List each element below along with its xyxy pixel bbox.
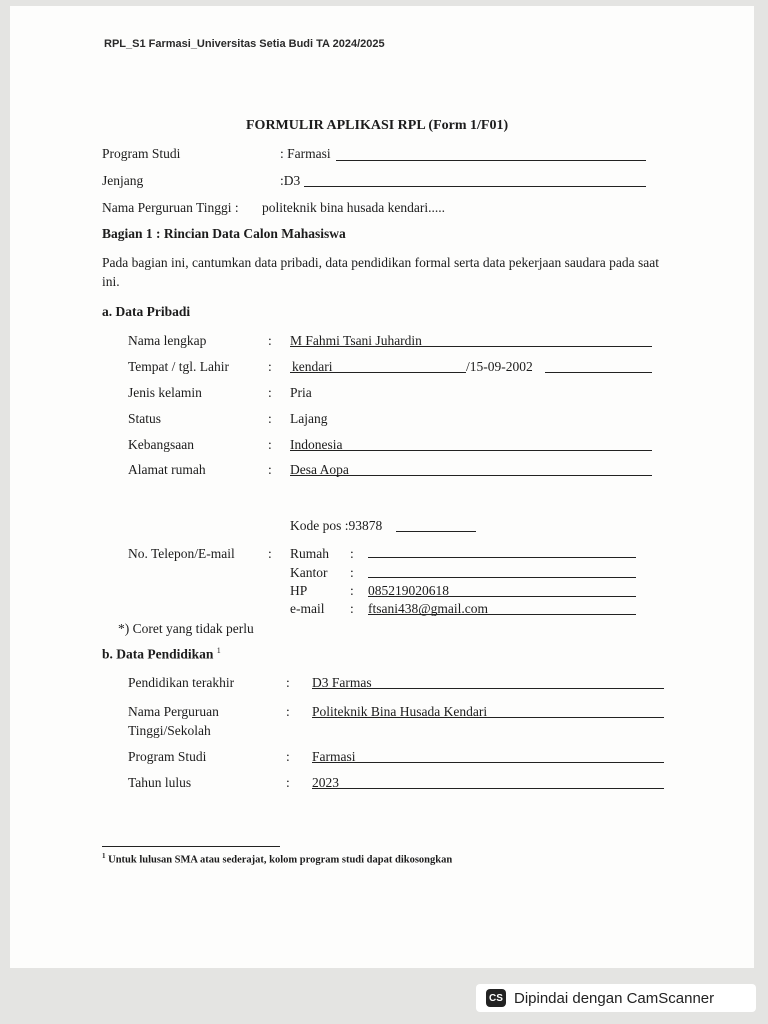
- telepon-label: No. Telepon/E-mail: [128, 546, 235, 561]
- colon: :: [286, 704, 290, 719]
- colon: :: [350, 583, 354, 598]
- kantor-line: [368, 577, 636, 578]
- data-pendidikan-heading-text: b. Data Pendidikan: [102, 646, 214, 662]
- alamat-line: [290, 475, 652, 476]
- status-label: Status: [128, 411, 162, 426]
- tahun-lulus-label: Tahun lulus: [128, 775, 192, 790]
- kebangsaan-label: Kebangsaan: [128, 437, 194, 452]
- hp-line: [368, 596, 636, 597]
- data-pribadi-heading: a. Data Pribadi: [102, 304, 191, 319]
- tahun-lulus-value: 2023: [312, 775, 339, 790]
- colon: :: [268, 385, 272, 400]
- tahun-lulus-line: [312, 788, 664, 789]
- perguruan-label: Nama Perguruan Tinggi :: [102, 200, 239, 215]
- colon: :: [268, 411, 272, 426]
- pendidikan-terakhir-line: [312, 688, 664, 689]
- camscanner-text: Dipindai dengan CamScanner: [514, 989, 715, 1007]
- colon: :: [350, 546, 354, 561]
- kodepos-value: Kode pos :93878: [290, 518, 383, 533]
- footnote-ref: 1: [216, 646, 221, 655]
- prodi-label: Program Studi: [128, 749, 207, 764]
- perguruan-value: politeknik bina husada kendari.....: [262, 200, 445, 215]
- email-label: e-mail: [290, 601, 325, 616]
- alamat-value: Desa Aopa: [290, 462, 349, 477]
- footnote-rule: [102, 846, 280, 847]
- camscanner-watermark: [476, 984, 756, 1012]
- alamat-label: Alamat rumah: [128, 462, 206, 477]
- form-title: FORMULIR APLIKASI RPL (Form 1/F01): [246, 118, 509, 133]
- nama-value: M Fahmi Tsani Juhardin: [290, 333, 422, 348]
- program-studi-label: Program Studi: [102, 146, 181, 161]
- colon: :: [286, 775, 290, 790]
- data-pendidikan-heading: [102, 646, 221, 663]
- colon: :: [268, 359, 272, 374]
- jk-value: Pria: [290, 385, 312, 400]
- prodi-line: [312, 762, 664, 763]
- email-line: [368, 614, 636, 615]
- footnote-number: 1: [102, 852, 106, 860]
- perguruan-line: [312, 717, 664, 718]
- ttl-place-line: [290, 372, 466, 373]
- bagian1-heading: Bagian 1 : Rincian Data Calon Mahasiswa: [102, 226, 346, 241]
- jenjang-value: :D3: [280, 173, 301, 188]
- ttl-date-line: [545, 372, 652, 373]
- coret-note: *) Coret yang tidak perlu: [118, 621, 254, 636]
- colon: :: [268, 546, 272, 561]
- hp-label: HP: [290, 583, 308, 598]
- perguruan-label-1: Nama Perguruan: [128, 704, 219, 719]
- camscanner-icon: CS: [486, 989, 506, 1007]
- nama-line: [290, 346, 652, 347]
- email-value: ftsani438@gmail.com: [368, 601, 489, 616]
- footnote-text: Untuk lulusan SMA atau sederajat, kolom program studi dapat dikosongkan: [108, 854, 453, 866]
- colon: :: [268, 333, 272, 348]
- pendidikan-terakhir-label: Pendidikan terakhir: [128, 675, 235, 690]
- status-value: Lajang: [290, 411, 328, 426]
- rumah-line: [368, 557, 636, 558]
- nama-label: Nama lengkap: [128, 333, 207, 348]
- colon: :: [268, 437, 272, 452]
- perguruan-label-2: Tinggi/Sekolah: [128, 723, 211, 738]
- ttl-label: Tempat / tgl. Lahir: [128, 359, 230, 374]
- pendidikan-terakhir-value: D3 Farmas: [312, 675, 372, 690]
- kodepos-line: [396, 531, 476, 532]
- prodi-value: Farmasi: [312, 749, 356, 764]
- perguruan-value: Politeknik Bina Husada Kendari: [312, 704, 488, 719]
- program-studi-value: : Farmasi: [280, 146, 331, 161]
- colon: :: [268, 462, 272, 477]
- kebangsaan-line: [290, 450, 652, 451]
- jk-label: Jenis kelamin: [128, 385, 202, 400]
- rumah-label: Rumah: [290, 546, 329, 561]
- jenjang-label: Jenjang: [102, 173, 144, 188]
- jenjang-line: [304, 186, 646, 187]
- ttl-place-value: kendari: [292, 359, 333, 374]
- kantor-label: Kantor: [290, 565, 328, 580]
- footnote: [102, 852, 452, 866]
- ttl-date-value: /15-09-2002: [466, 359, 533, 374]
- colon: :: [350, 565, 354, 580]
- colon: :: [350, 601, 354, 616]
- program-studi-line: [336, 160, 646, 161]
- colon: :: [286, 749, 290, 764]
- hp-value: 085219020618: [368, 583, 449, 598]
- bagian1-intro: Pada bagian ini, cantumkan data pribadi, data pendidikan formal serta data pekerjaan saudara pada saat ini.: [102, 255, 660, 289]
- document-header: RPL_S1 Farmasi_Universitas Setia Budi TA 2024/2025: [104, 38, 385, 50]
- kebangsaan-value: Indonesia: [290, 437, 343, 452]
- colon: :: [286, 675, 290, 690]
